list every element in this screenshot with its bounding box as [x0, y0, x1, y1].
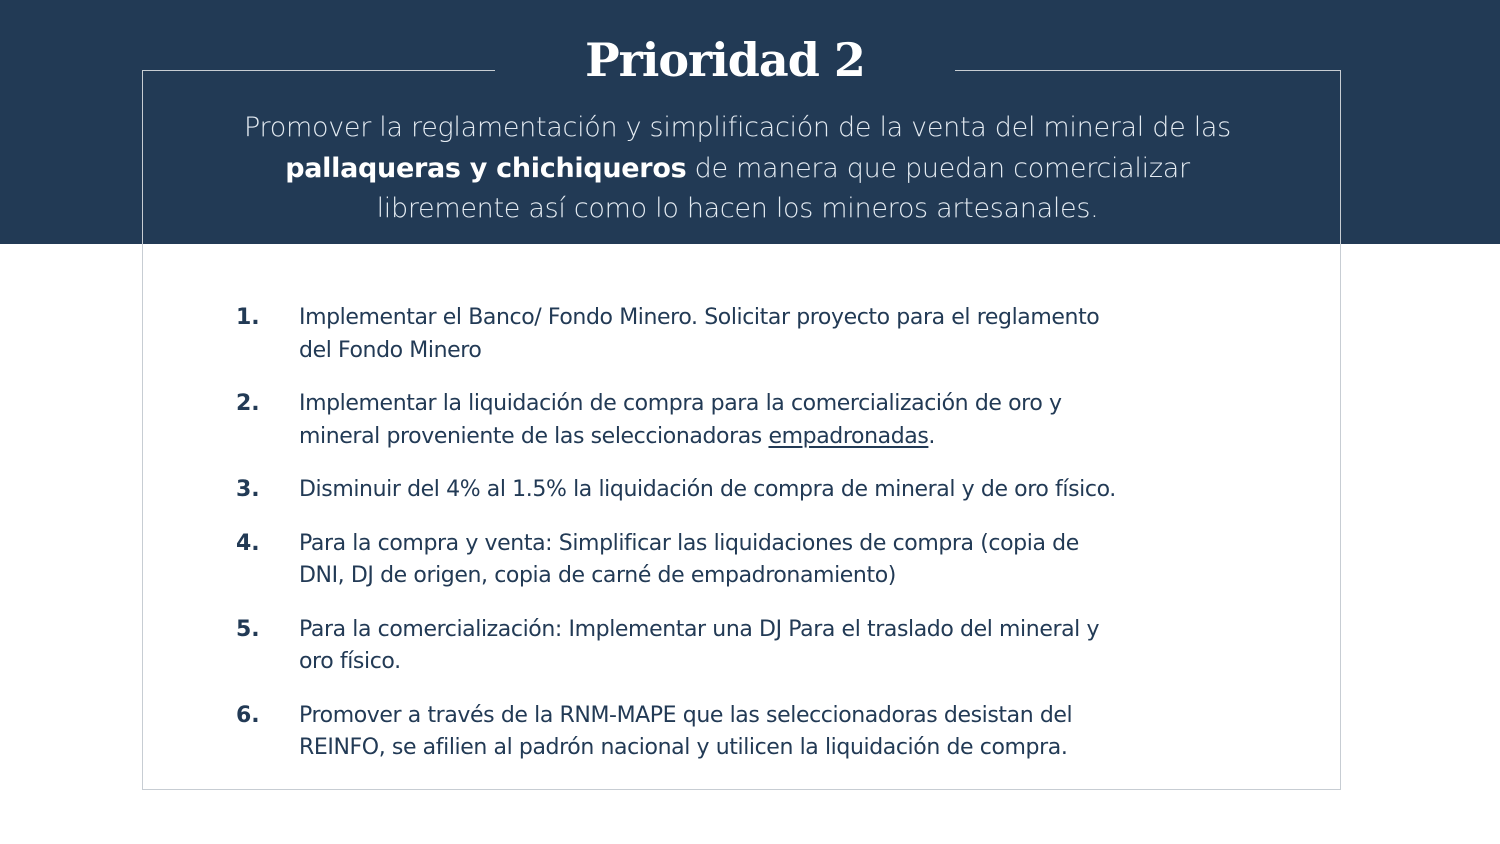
list-item [236, 388, 1286, 453]
underlined-term: empadronadas [768, 423, 929, 449]
list-item-line: Para la comercialización: Implementar una DJ Para el traslado del mineral y [299, 616, 1100, 642]
list-item-line: Implementar la liquidación de compra para la comercialización de oro y [299, 391, 1062, 416]
list-item-number: 5. [236, 616, 260, 642]
list-item-number: 2. [236, 391, 260, 416]
list-item-text-segment: . [928, 423, 935, 449]
list-item [236, 302, 1286, 367]
list-item [236, 474, 1286, 507]
list-item-text [299, 474, 1286, 507]
list-item-number: 4. [236, 530, 260, 556]
list-item-line: Disminuir del 4% al 1.5% la liquidación de compra de mineral y de oro físico. [299, 477, 1116, 502]
list-item-line [299, 421, 1286, 454]
list-item [236, 700, 1286, 765]
list-item-number: 3. [236, 477, 260, 502]
frame-top-left-line [142, 70, 495, 71]
list-item-text [299, 388, 1286, 453]
list-item-line: REINFO, se afilien al padrón nacional y utilicen la liquidación de compra. [299, 735, 1068, 760]
priority-description [150, 108, 1325, 230]
list-item-text [299, 614, 1286, 679]
list-item-text-segment: mineral proveniente de las seleccionadoras [299, 423, 769, 449]
action-list [236, 302, 1286, 786]
page-title: Prioridad 2 [585, 33, 865, 87]
description-line-1: Promover la reglamentación y simplificación de la venta del mineral de las [244, 112, 1231, 143]
list-item-line: oro físico. [299, 649, 401, 674]
list-item-line: DNI, DJ de origen, copia de carné de empadronamiento) [299, 563, 896, 588]
list-item-line: Promover a través de la RNM-MAPE que las seleccionadoras desistan del [299, 702, 1073, 728]
list-item-line: del Fondo Minero [299, 337, 482, 363]
description-line-2-rest: de manera que puedan comercializar [686, 152, 1190, 184]
list-item [236, 528, 1286, 593]
description-line-2 [150, 149, 1325, 190]
list-item [236, 614, 1286, 679]
description-bold-text: pallaqueras y chichiqueros [285, 152, 687, 184]
list-item-text [299, 528, 1286, 593]
list-item-number: 6. [236, 702, 260, 728]
list-item-line: Implementar el Banco/ Fondo Minero. Solicitar proyecto para el reglamento [299, 305, 1100, 330]
list-item-text [299, 700, 1286, 765]
description-line-3: libremente así como lo hacen los mineros artesanales. [376, 193, 1099, 224]
list-item-number: 1. [236, 305, 260, 330]
list-item-text [299, 302, 1286, 367]
frame-top-right-line [955, 70, 1341, 71]
list-item-line: Para la compra y venta: Simplificar las liquidaciones de compra (copia de [299, 530, 1079, 556]
